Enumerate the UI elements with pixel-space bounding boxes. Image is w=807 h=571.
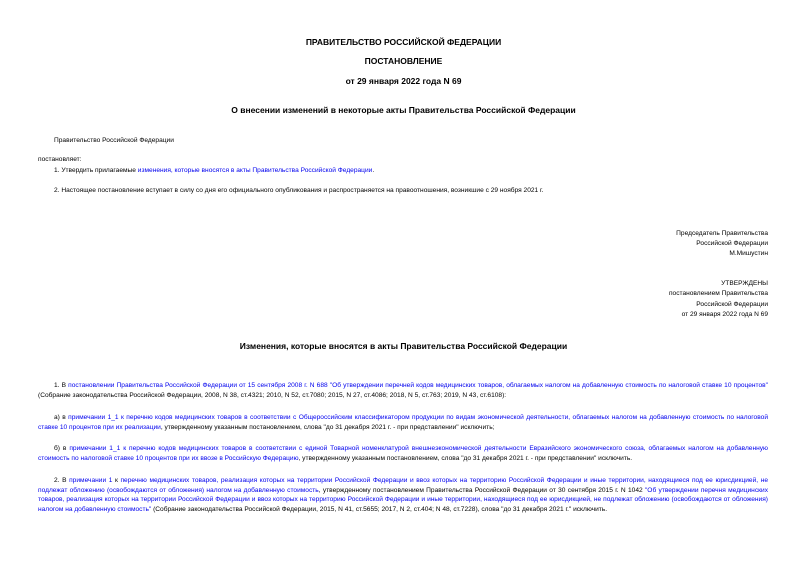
item-1-link[interactable]: изменения, которые вносятся в акты Правительства Российской Федерации (137, 167, 373, 174)
p1-link[interactable]: постановлении Правительства Российской Федерации от 15 сентября 2008 г. N 688 "Об утверждении перечней кодов медицинских товаров, облагаемых налогом на добавленную стоимость по налоговой ставке 10 процентов" (68, 382, 769, 389)
pa-prefix: а) в (54, 414, 69, 421)
item-1-suffix: . (372, 167, 375, 174)
pa-link[interactable]: примечании 1_1 к перечню кодов медицинских товаров в соответствии с Общероссийским классификатором продукции по видам экономической деятельности, облагаемых налогом на добавленную стоимость по налоговой ставке 10 процентов при их реализации (38, 414, 768, 431)
p2-link-decree[interactable]: "Об утверждении перечня медицинских товаров, реализация которых на территории Российской Федерации и ввоз которых на территорию Российской Федерации и иные территории, находящиеся под ее юрисдикцией, не подлежат обложению (освобождаются от обложения) налогом на добавленную стоимость" (38, 486, 768, 513)
approved-line-1: УТВЕРЖДЕНЫ (721, 280, 768, 287)
p2-prefix: 2. В (54, 477, 70, 484)
signature-line-1: Председатель Правительства (676, 230, 768, 237)
p2-mid: к (112, 477, 121, 484)
p2-mid-2: , утвержденному постановлением Правительства Российской Федерации от 30 сентября 2015 г. N 1042 (318, 486, 645, 494)
gov-name: Правительство Российской Федерации (54, 137, 174, 144)
paragraph-1 (38, 381, 768, 400)
approved-line-3: Российской Федерации (696, 301, 768, 308)
signature-line-2: Российской Федерации (696, 240, 768, 247)
changes-title: Изменения, которые вносятся в акты Правительства Российской Федерации (239, 341, 568, 351)
gov-heading: ПРАВИТЕЛЬСТВО РОССИЙСКОЙ ФЕДЕРАЦИИ (305, 37, 502, 47)
item-2: 2. Настоящее постановление вступает в силу со дня его официального опубликования и распространяется на правоотношения, возникшие с 29 ноября 2021 г. (54, 187, 544, 194)
decrees-text: постановляет: (38, 156, 82, 163)
doc-type-heading: ПОСТАНОВЛЕНИЕ (364, 56, 443, 66)
p1-prefix: 1. В (54, 382, 69, 389)
pb-suffix: , утвержденному указанным постановлением, слова "до 31 декабря 2021 г. - при представлении" исключить. (298, 454, 633, 462)
doc-title: О внесении изменений в некоторые акты Правительства Российской Федерации (231, 105, 576, 115)
paragraph-2 (38, 476, 768, 514)
signature-line-3: М.Мишустин (729, 250, 768, 257)
pb-prefix: б) в (54, 445, 70, 452)
p2-link-note[interactable]: примечании 1 (69, 477, 113, 484)
approved-line-4: от 29 января 2022 года N 69 (681, 311, 768, 318)
item-1-prefix: 1. Утвердить прилагаемые (54, 167, 138, 174)
p2-link-list[interactable]: перечню медицинских товаров, реализация которых на территории Российской Федерации и ввоз которых на территорию Российской Федерации и иные территории, находящиеся под ее юрисдикцией, не подлежат обложению (освобождаются от обложения) налогом на добавленную стоимость (38, 477, 769, 494)
doc-date-number: от 29 января 2022 года N 69 (345, 76, 462, 86)
pb-link[interactable]: примечании 1_1 к перечню кодов медицинских товаров в соответствии с единой Товарной номенклатурой внешнеэкономической деятельности Евразийского экономического союза, облагаемых налогом на добавленную стоимость по налоговой ставке 10 процентов при их ввозе в Российскую Федерацию (38, 445, 768, 462)
pa-suffix: , утвержденному указанным постановлением, слова "до 31 декабря 2021 г. - при представлении" исключить; (160, 423, 495, 431)
item-1 (54, 166, 374, 176)
p2-suffix: (Собрание законодательства Российской Федерации, 2015, N 41, ст.5655; 2017, N 2, ст.404; N 48, ст.7228), слова "до 31 декабря 2021 г." исключить. (151, 505, 608, 513)
paragraph-a (38, 413, 768, 432)
p1-suffix: (Собрание законодательства Российской Федерации, 2008, N 38, ст.4321; 2010, N 52, ст.7080; 2015, N 27, ст.4086; 2018, N 5, ст.763; 2019, N 43, ст.6108): (38, 391, 507, 399)
paragraph-b (38, 444, 768, 463)
approved-line-2: постановлением Правительства (668, 290, 768, 297)
